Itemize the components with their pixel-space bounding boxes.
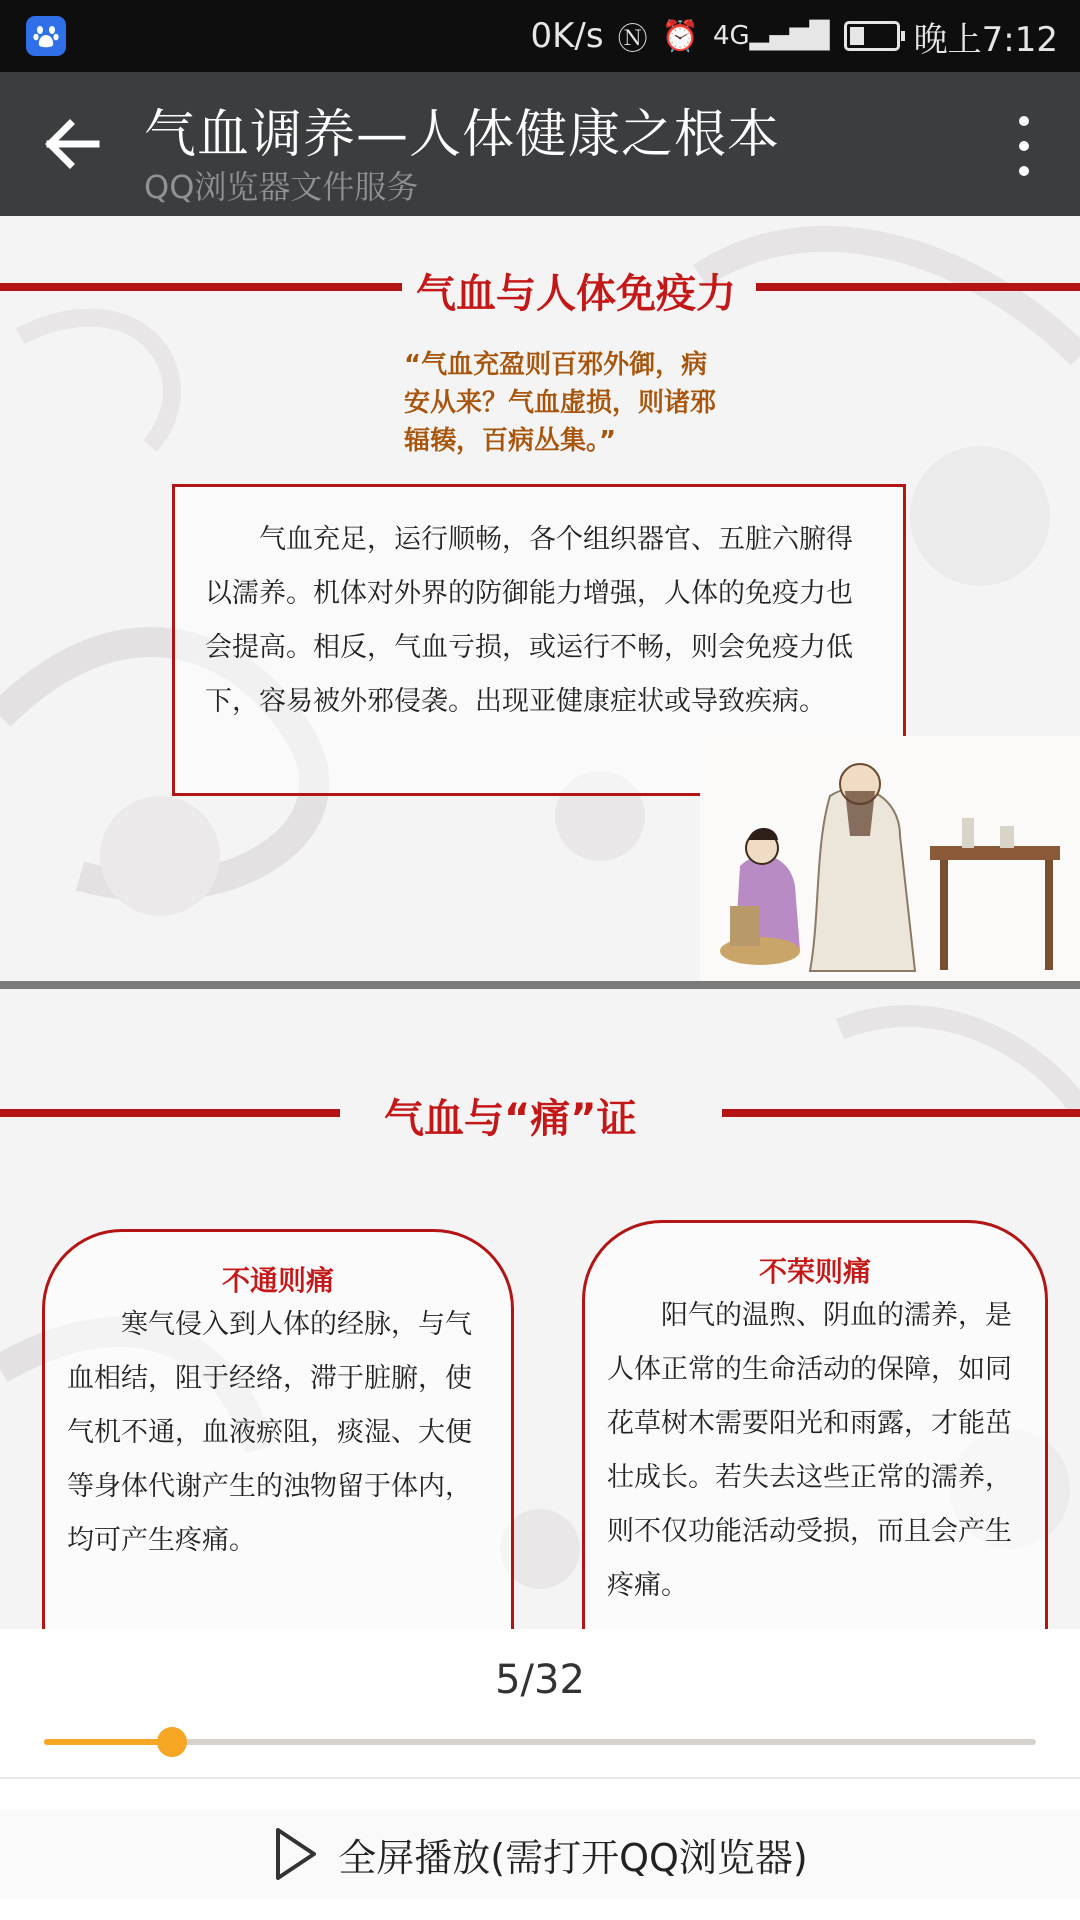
quote-text: “气血充盈则百邪外御，病安从来？气血虚损，则诸邪辐辏，百病丛集。” <box>404 350 717 456</box>
nfc-icon: Ⓝ <box>617 22 648 57</box>
heading-line-left <box>0 283 402 291</box>
slide-heading: 气血与人体免疫力 <box>416 271 736 317</box>
viewer-controls <box>0 1629 1080 1920</box>
slide-immunity <box>0 216 1080 981</box>
fullscreen-label: 全屏播放(需打开QQ浏览器) <box>338 1835 808 1880</box>
content-text: 气血充足，运行顺畅，各个组织器官、五脏六腑得以濡养。机体对外界的防御能力增强，人体的免疫力也会提高。相反，气血亏损，或运行不畅，则会免疫力低下，容易被外邪侵袭。出现亚健康症状或导致疾病。 <box>205 524 853 717</box>
baidu-app-icon <box>26 16 66 56</box>
progress-thumb[interactable] <box>157 1727 187 1757</box>
network-speed: 0K/s <box>530 16 604 56</box>
network-type: 4G <box>712 21 750 51</box>
card-text: 阳气的温煦、阴血的濡养，是人体正常的生命活动的保障，如同花草树木需要阳光和雨露，才能茁壮成长。若失去这些正常的濡养，则不仅功能活动受损，而且会产生疼痛。 <box>607 1300 1012 1601</box>
slide-pain <box>0 989 1080 1629</box>
back-arrow-icon[interactable] <box>40 112 104 176</box>
slide-heading: 气血与“痛”证 <box>384 1096 637 1142</box>
progress-fill <box>44 1739 172 1745</box>
status-bar <box>0 0 1080 72</box>
clock: 晚上7:12 <box>913 19 1058 60</box>
page-title: 气血调养—人体健康之根本 <box>144 105 781 165</box>
heading-line-right <box>722 1109 1080 1117</box>
signal-icon: 4G▂▄▆█ <box>712 21 830 51</box>
fullscreen-play-button[interactable] <box>0 1809 1080 1899</box>
traditional-painting-illustration <box>700 736 1080 981</box>
slide-separator <box>0 981 1080 989</box>
heading-line-left <box>0 1109 340 1117</box>
page-progress-slider[interactable] <box>44 1739 1036 1745</box>
page-subtitle: QQ浏览器文件服务 <box>144 168 419 206</box>
card-title: 不荣则痛 <box>758 1255 871 1288</box>
battery-icon <box>844 21 900 51</box>
divider <box>0 1777 1080 1779</box>
card-title: 不通则痛 <box>221 1264 334 1297</box>
card-text: 寒气侵入到人体的经脉，与气血相结，阻于经络，滞于脏腑，使气机不通，血液瘀阻，痰湿、大便等身体代谢产生的浊物留于体内，均可产生疼痛。 <box>67 1309 472 1556</box>
card-obstruction-pain <box>42 1229 514 1629</box>
alarm-icon: ⏰ <box>661 18 699 54</box>
more-options-icon[interactable] <box>1004 116 1044 176</box>
card-deficiency-pain <box>582 1220 1048 1629</box>
page-indicator: 5/32 <box>495 1657 585 1703</box>
play-icon <box>272 1826 320 1882</box>
app-bar <box>0 72 1080 216</box>
heading-line-right <box>756 283 1080 291</box>
